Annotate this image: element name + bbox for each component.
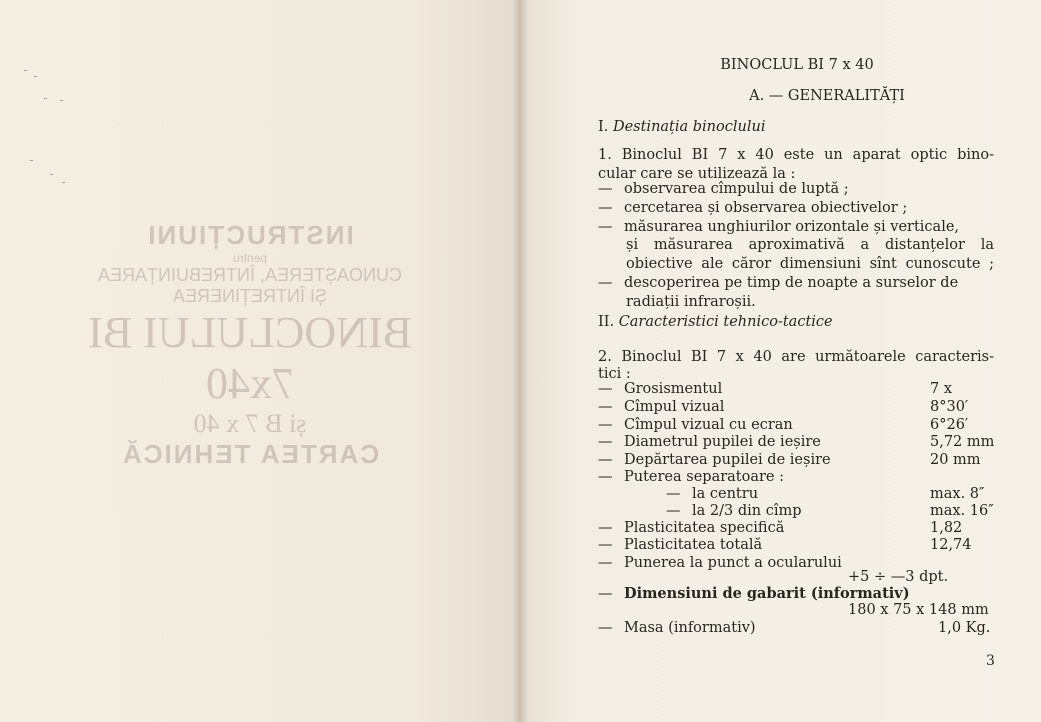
spec-value: max. 8″	[930, 486, 985, 502]
spec-row: — Grosismentul	[598, 381, 723, 397]
use-item: — observarea cîmpului de luptă ;	[598, 181, 849, 197]
paragraph1-line2: cular care se utilizează la :	[598, 166, 796, 182]
use-item: — măsurarea unghiurilor orizontale și verticale,	[598, 219, 960, 235]
spec-row: — Puterea separatoare :	[598, 469, 785, 485]
page-number: 3	[986, 653, 995, 669]
spec-label: Punerea la punct a ocularului	[624, 555, 842, 571]
heading-characteristics-text: Caracteristici tehnico-tactice	[618, 314, 833, 330]
left-page	[0, 0, 520, 722]
spec-value: 20 mm	[930, 452, 981, 468]
ghost-line3: CUNOAȘTEREA, ÎNTREBUINȚAREA	[97, 265, 403, 285]
spec-row: — Diametrul pupilei de ieșire	[598, 434, 821, 450]
dash: —	[598, 219, 613, 235]
spec-row: — Plasticitatea specifică	[598, 520, 785, 536]
ghost-line5: BINOCLULUI BI 7x40	[88, 308, 412, 408]
use-item-cont: și măsurarea aproximativă a distanțelor la	[626, 237, 994, 253]
spec-value: 1,82	[930, 520, 963, 536]
spec-label: Depărtarea pupilei de ieșire	[624, 452, 831, 468]
spec-label: Cîmpul vizual	[624, 399, 725, 415]
spec-value: 5,72 mm	[930, 434, 995, 450]
spec-row: — la centru	[666, 486, 759, 502]
spec-row: — Cîmpul vizual cu ecran	[598, 417, 793, 433]
spec-value: 6°26′	[930, 417, 969, 433]
ink-specks	[20, 70, 80, 190]
spec-value: 180 x 75 x 148 mm	[848, 602, 989, 618]
book-spine	[512, 0, 528, 722]
heading-characteristics-num: II.	[598, 314, 615, 330]
heading-destination	[598, 118, 765, 137]
paragraph2-line1: 2. Binoclul BI 7 x 40 are următoarele caracteris-	[598, 349, 994, 365]
spec-label: Masa (informativ)	[624, 620, 756, 636]
spec-label: Puterea separatoare :	[624, 469, 785, 485]
spec-label: Plasticitatea totală	[624, 537, 763, 553]
page-title: BINOCLUL BI 7 x 40	[720, 57, 874, 73]
heading-characteristics	[598, 313, 833, 332]
spec-label: Plasticitatea specifică	[624, 520, 785, 536]
spec-label: la 2/3 din cîmp	[692, 503, 802, 519]
spec-label: Cîmpul vizual cu ecran	[624, 417, 793, 433]
ghost-line7: CARTEA TEHNICĂ	[120, 439, 380, 469]
spec-row: — Dimensiuni de gabarit (informativ)	[598, 585, 910, 602]
spec-value: 12,74	[930, 537, 972, 553]
ghost-line6: și B 7 x 40	[193, 409, 307, 438]
heading-destination-num: I.	[598, 119, 609, 135]
use-item-cont: obiective ale căror dimensiuni sînt cunoscute ;	[626, 256, 994, 272]
spec-label: Dimensiuni de gabarit (informativ)	[624, 585, 910, 602]
spec-value: 7 x	[930, 381, 953, 397]
spec-label: Diametrul pupilei de ieșire	[624, 434, 821, 450]
paragraph2-line2: tici :	[598, 366, 631, 382]
dash: —	[598, 275, 613, 291]
ghost-line1: INSTRUCȚIUNI	[146, 220, 354, 250]
spec-value: 8°30′	[930, 399, 969, 415]
spec-value: 1,0 Kg.	[938, 620, 991, 636]
ghost-line4: ȘI ÎNTREȚINEREA	[172, 286, 328, 306]
spec-row: — la 2/3 din cîmp	[666, 503, 802, 519]
spec-value: +5 ÷ —3 dpt.	[848, 569, 949, 585]
heading-destination-text: Destinația binoclului	[612, 119, 766, 135]
ghost-line2: pentru	[232, 251, 268, 265]
spec-row: — Punerea la punct a ocularului	[598, 555, 842, 571]
dash: —	[598, 181, 613, 197]
paragraph1-line1: 1. Binoclul BI 7 x 40 este un aparat optic bino-	[598, 147, 994, 163]
use-item: — cercetarea și observarea obiectivelor ;	[598, 200, 908, 216]
use-item: — descoperirea pe timp de noapte a surselor de	[598, 275, 959, 291]
spec-label: la centru	[692, 486, 759, 502]
spec-row: — Masa (informativ)	[598, 620, 756, 636]
use-item-cont: radiații infraroșii.	[626, 294, 756, 310]
spec-row: — Cîmpul vizual	[598, 399, 725, 415]
cover-show-through	[40, 220, 460, 470]
spec-row: — Depărtarea pupilei de ieșire	[598, 452, 831, 468]
section-heading: A. — GENERALITĂȚI	[749, 88, 905, 104]
dash: —	[598, 200, 613, 216]
spec-label: Grosismentul	[624, 381, 723, 397]
spec-row: — Plasticitatea totală	[598, 537, 763, 553]
spec-value: max. 16″	[930, 503, 994, 519]
